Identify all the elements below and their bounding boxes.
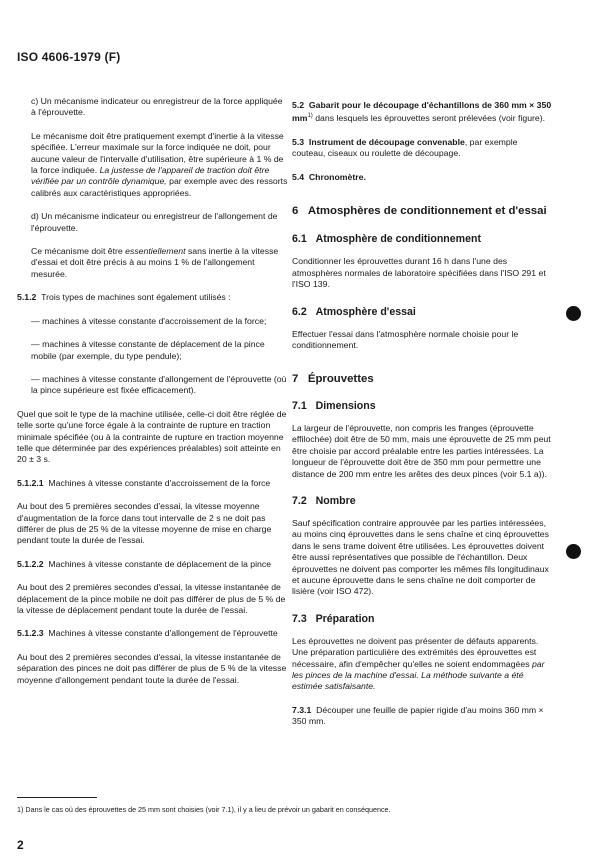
list-item-d: d) Un mécanisme indicateur ou enregistreur de l'allongement de l'éprouvette.: [31, 211, 278, 233]
footnote-rule: [17, 797, 97, 798]
paragraph-c-detail: Le mécanisme doit être pratiquement exempt d'inertie à la vitesse spécifiée. L'erreur maximale sur la force indiquée ne doit, pour aucune valeur de l'intervalle d'utilisation, être supérieure à 1 % de la force indiquée. La justesse de l'appareil de traction doit être vérifiée par un contrôle dynamique, par exemple avec des ressorts calibrés aux caractéristiques appropriées.: [31, 130, 288, 198]
section-5-2: 5.2 Gabarit pour le découpage d'échantillons de 360 mm × 350 $mm^{1)}$ dans lesquels les éprouvettes seront prélevées (voir figure).: [292, 100, 552, 124]
list-item: — machines à vitesse constante d'allongement de l'éprouvette (où la pince supérieure est fixée efficacement).: [31, 373, 287, 396]
section-5-1-2-3-text: Au bout des 2 premières secondes d'essai, la vitesse instantanée de séparation des pinces ne doit pas différer de plus de 5 % de la vitesse moyenne d'allongement pendant toute la durée de l'essai.: [17, 651, 287, 685]
list-item-c: c) Un mécanisme indicateur ou enregistreur de la force appliquée à l'éprouvette.: [31, 96, 283, 118]
page-number: 2: [17, 838, 24, 852]
left-column: [17, 96, 289, 686]
margin-mark-dot: [566, 544, 581, 559]
paragraph-machine: Quel que soit le type de la machine utilisée, celle-ci doit être réglée de telle sorte qu'une force égale à la contrainte de rupture en traction minimale spécifiée (ou à la contrainte de rupture en traction moyenne telle que déterminée par des expériences préalables) soit atteinte en 20 ± 3 s.: [17, 408, 287, 465]
page-header: ISO 4606-1979 (F): [17, 50, 121, 64]
section-7-3-1: 7.3.1 Découper une feuille de papier rigide d'au moins 360 mm × 350 mm.: [292, 704, 544, 727]
margin-mark-dot: [566, 306, 581, 321]
list-item: — machines à vitesse constante de déplacement de la pince mobile (par exemple, du type pendule);: [31, 339, 265, 361]
section-5-1-2-1-text: Au bout des 5 premières secondes d'essai, la vitesse moyenne d'augmentation de la force dans tout intervalle de 2 s ne doit pas différer de plus de 25 % de la vitesse moyenne de mise en charge pendant toute la durée de l'essai.: [17, 501, 272, 546]
heading-6-1: 6.1 Atmosphère de conditionnement: [292, 233, 481, 246]
section-5-1-2-2-heading: 5.1.2.2 Machines à vitesse constante de déplacement de la pince: [17, 558, 272, 569]
section-6-1-text: Conditionner les éprouvettes durant 16 h dans l'une des atmosphères normales de laboratoire spécifiées dans l'ISO 291 et l'ISO 139.: [292, 256, 546, 290]
paragraph-d-detail: Ce mécanisme doit être essentiellement sans inertie à la vitesse d'essai et doit être précis à au moins 1 % de l'allongement mesurée.: [31, 246, 279, 279]
right-column: [292, 100, 552, 728]
section-6-2-text: Effectuer l'essai dans l'atmosphère normale choisie pour le conditionnement.: [292, 328, 519, 351]
section-7-2-text: Sauf spécification contraire approuvée par les parties intéressées, au moins cinq éprouvettes dans le sens chaîne et cinq éprouvettes dans le sens trame doivent être utilisées. Les éprouvettes doivent être aussi représentatives que possible de l'échantillon. Deux éprouvettes ne doivent pas comporter les mêmes fils longitudinaux et aucune éprouvette dans le sens chaîne ne doit comporter de lisière (voir ISO 472).: [292, 517, 549, 597]
heading-7-3: 7.3 Préparation: [292, 612, 375, 625]
heading-6-2: 6.2 Atmosphère d'essai: [292, 305, 416, 318]
heading-6: 6 Atmosphères de conditionnement et d'essai: [292, 204, 547, 217]
section-5-4: 5.4 Chronomètre.: [292, 171, 366, 182]
section-5-1-2-1-heading: 5.1.2.1 Machines à vitesse constante d'accroissement de la force: [17, 477, 271, 488]
section-7-1-text: La largeur de l'éprouvette, non compris les franges (éprouvette effilochée) doit être de 50 mm, mais une éprouvette de 25 mm peut être choisie par accord préalable entre les parties intéressées. La longueur de l'éprouvette doit être de 350 mm pour permettre une distance de 200 mm entre les arêtes des deux pinces (voir 5.1 a)).: [292, 422, 551, 479]
footnote: 1) Dans le cas où des éprouvettes de 25 mm sont choisies (voir 7.1), il y a lieu de prévoir un gabarit en conséquence.: [17, 805, 391, 814]
section-5-3: 5.3 Instrument de découpage convenable, par exemple couteau, ciseaux ou roulette de découpage.: [292, 136, 518, 159]
section-5-1-2: 5.1.2 Trois types de machines sont également utilisés :: [17, 292, 231, 303]
heading-7-1: 7.1 Dimensions: [292, 399, 376, 412]
list-item: — machines à vitesse constante d'accroissement de la force;: [31, 315, 267, 326]
section-5-1-2-3-heading: 5.1.2.3 Machines à vitesse constante d'allongement de l'éprouvette: [17, 628, 278, 639]
heading-7-2: 7.2 Nombre: [292, 494, 356, 507]
section-5-1-2-2-text: Au bout des 2 premières secondes d'essai, la vitesse instantanée de déplacement de la pince mobile ne doit pas différer de plus de 5 % de la vitesse de déplacement pendant toute la durée de l'essai.: [17, 582, 286, 615]
section-7-3-text: Les éprouvettes ne doivent pas présenter de défauts apparents. Une préparation particulière des extrémités des éprouvettes est nécessaire, afin d'empêcher qu'elles ne soient endommagées par les pinces de la machine d'essai. La méthode suivante a été estimée satisfaisante.: [292, 635, 545, 692]
heading-7: 7 Éprouvettes: [292, 373, 374, 386]
